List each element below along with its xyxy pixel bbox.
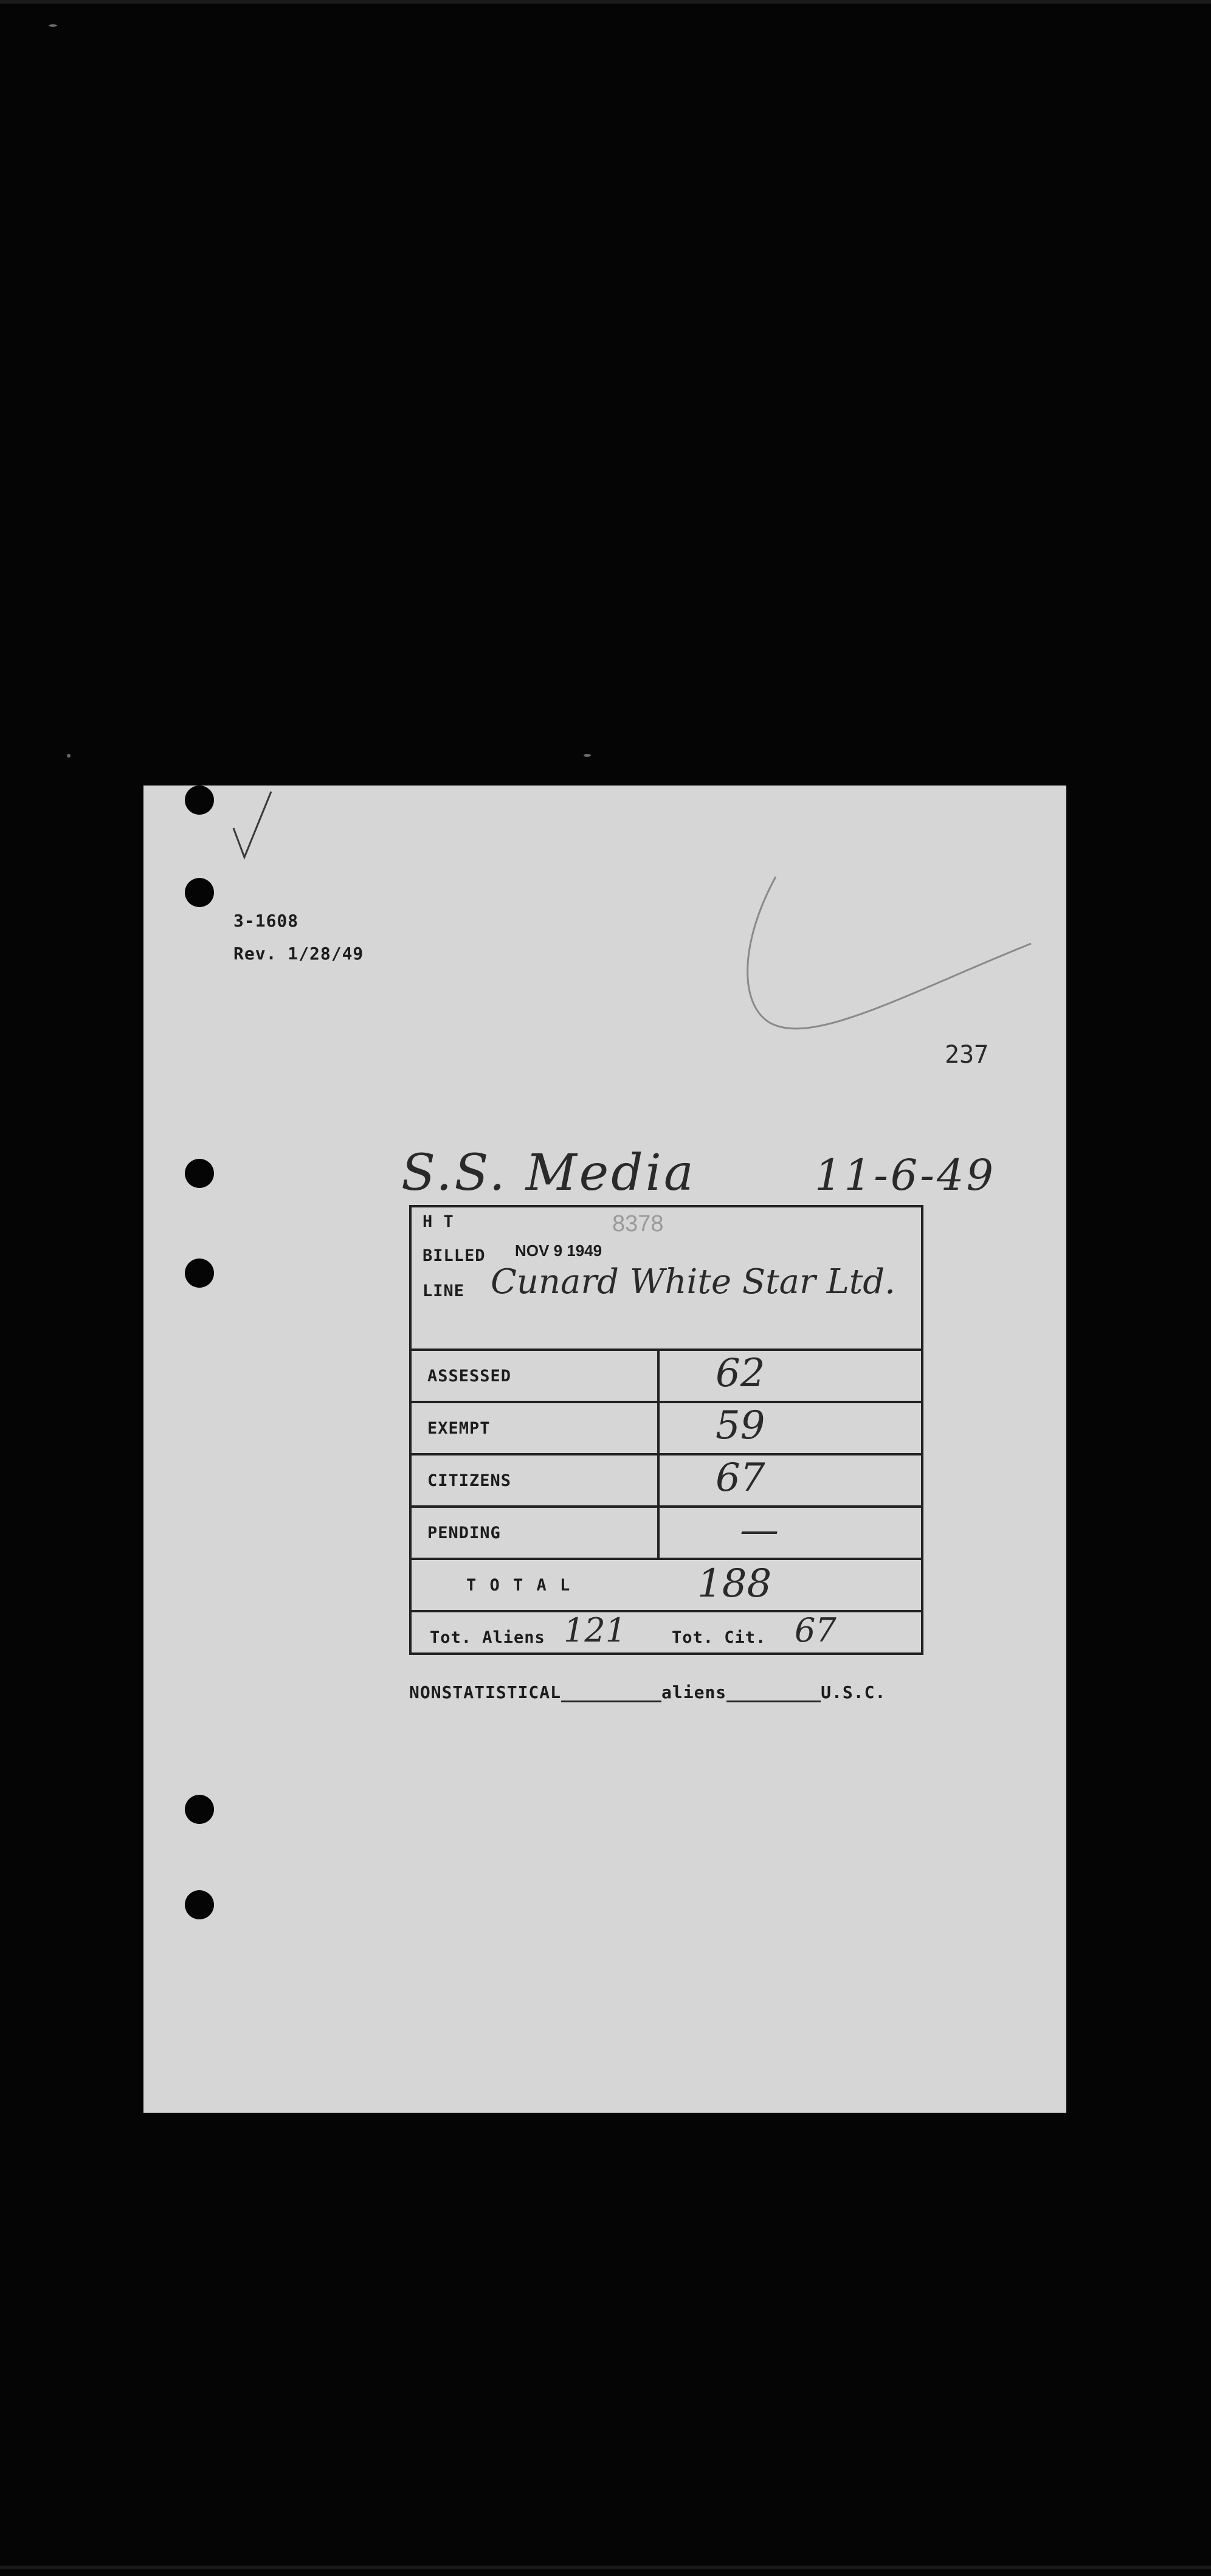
punch-hole: [185, 1890, 214, 1919]
film-speck: [67, 754, 71, 758]
manifest-tally-table: [409, 1205, 923, 1655]
billed-label: BILLED: [423, 1246, 486, 1265]
row-divider: [412, 1453, 921, 1455]
total-citizens-value: 67: [795, 1611, 837, 1649]
total-aliens-label: Tot. Aliens: [430, 1628, 545, 1647]
ship-name: S.S. Media: [401, 1144, 696, 1202]
form-code: 3-1608: [233, 911, 299, 931]
row-divider: [412, 1505, 921, 1508]
citizens-label: CITIZENS: [427, 1471, 512, 1490]
punch-hole: [185, 1159, 214, 1188]
row-divider: [412, 1558, 921, 1560]
pending-value: —: [740, 1508, 779, 1553]
total-aliens-value: 121: [564, 1611, 627, 1649]
punch-hole: [185, 786, 214, 815]
total-label: T O T A L: [466, 1576, 572, 1595]
total-value: 188: [697, 1561, 772, 1606]
page-number: 237: [945, 1041, 989, 1069]
form-revision: Rev. 1/28/49: [233, 944, 364, 964]
exempt-value: 59: [716, 1403, 765, 1448]
line-label: LINE: [423, 1282, 465, 1300]
punch-hole: [185, 1795, 214, 1824]
arrival-date: 11-6-49: [815, 1150, 996, 1200]
nonstatistical-line: [409, 1682, 886, 1702]
film-bottom-edge: [0, 2566, 1211, 2569]
line-value: Cunard White Star Ltd.: [491, 1262, 895, 1302]
film-speck: [49, 24, 57, 27]
assessed-value: 62: [716, 1351, 765, 1396]
pending-label: PENDING: [427, 1524, 501, 1542]
citizens-value: 67: [716, 1455, 765, 1500]
document-sheet: [143, 786, 1066, 2113]
nonstatistical-blank: [561, 1685, 661, 1702]
film-top-edge: [0, 0, 1211, 4]
ht-label: H T: [423, 1212, 454, 1231]
row-divider: [412, 1348, 921, 1351]
stamp-number: 8378: [612, 1211, 664, 1237]
pencil-arc-mark: [727, 871, 1043, 1053]
total-citizens-label: Tot. Cit.: [672, 1628, 767, 1647]
usc-label: U.S.C.: [821, 1682, 886, 1702]
column-divider: [657, 1348, 660, 1560]
row-divider: [412, 1610, 921, 1612]
punch-hole: [185, 878, 214, 907]
film-speck: [584, 754, 591, 757]
punch-hole: [185, 1259, 214, 1288]
aliens-blank: [726, 1685, 821, 1702]
billed-date-stamp: NOV 9 1949: [515, 1241, 602, 1260]
row-divider: [412, 1401, 921, 1403]
aliens-label: aliens: [661, 1682, 727, 1702]
assessed-label: ASSESSED: [427, 1367, 512, 1386]
exempt-label: EXEMPT: [427, 1419, 491, 1438]
nonstatistical-label: NONSTATISTICAL: [409, 1682, 562, 1702]
check-mark-icon: [229, 786, 277, 865]
